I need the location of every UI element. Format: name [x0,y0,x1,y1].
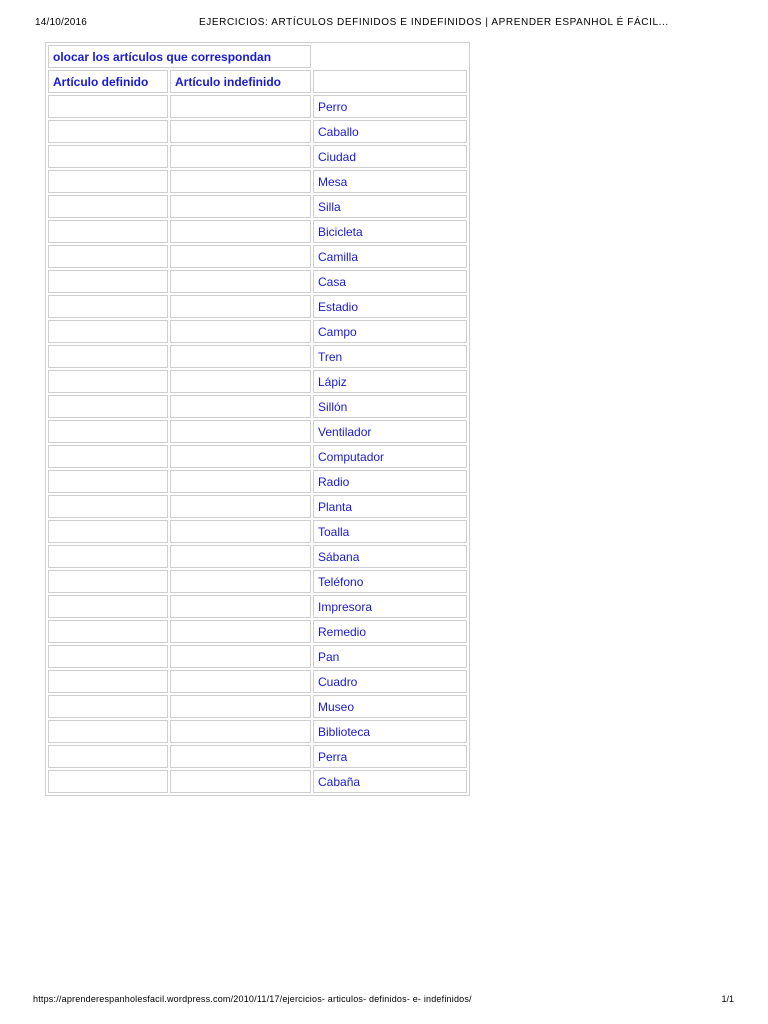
definido-answer-cell[interactable] [48,245,168,268]
indefinido-answer-cell[interactable] [170,220,311,243]
table-row [48,570,467,593]
indefinido-answer-cell[interactable] [170,445,311,468]
word-cell: Perro [313,95,467,118]
definido-answer-cell[interactable] [48,220,168,243]
definido-answer-cell[interactable] [48,395,168,418]
definido-answer-cell[interactable] [48,520,168,543]
indefinido-answer-cell[interactable] [170,370,311,393]
indefinido-answer-cell[interactable] [170,120,311,143]
table-row [48,220,467,243]
table-row [48,495,467,518]
table-row [48,620,467,643]
indefinido-answer-cell[interactable] [170,745,311,768]
definido-answer-cell[interactable] [48,670,168,693]
word-cell: Mesa [313,170,467,193]
indefinido-answer-cell[interactable] [170,670,311,693]
table-row [48,445,467,468]
indefinido-answer-cell[interactable] [170,545,311,568]
indefinido-answer-cell[interactable] [170,770,311,793]
indefinido-answer-cell[interactable] [170,145,311,168]
indefinido-answer-cell[interactable] [170,270,311,293]
word-cell: Casa [313,270,467,293]
table-row [48,370,467,393]
indefinido-answer-cell[interactable] [170,295,311,318]
page-number: 1/1 [721,994,734,1004]
table-row [48,320,467,343]
table-row [48,245,467,268]
table-row [48,145,467,168]
word-cell: Sillón [313,395,467,418]
table-row [48,695,467,718]
definido-answer-cell[interactable] [48,170,168,193]
column-header-indefinido: Artículo indefinido [170,70,311,93]
caption-row [48,45,467,68]
definido-answer-cell[interactable] [48,445,168,468]
indefinido-answer-cell[interactable] [170,345,311,368]
definido-answer-cell[interactable] [48,620,168,643]
indefinido-answer-cell[interactable] [170,195,311,218]
table-row [48,595,467,618]
indefinido-answer-cell[interactable] [170,695,311,718]
definido-answer-cell[interactable] [48,95,168,118]
definido-answer-cell[interactable] [48,295,168,318]
table-row [48,170,467,193]
word-cell: Radio [313,470,467,493]
table-row [48,345,467,368]
word-cell: Sábana [313,545,467,568]
word-cell: Silla [313,195,467,218]
definido-answer-cell[interactable] [48,195,168,218]
definido-answer-cell[interactable] [48,545,168,568]
word-cell: Campo [313,320,467,343]
indefinido-answer-cell[interactable] [170,470,311,493]
word-cell: Cuadro [313,670,467,693]
header-row [48,70,467,93]
indefinido-answer-cell[interactable] [170,520,311,543]
table-row [48,770,467,793]
table-row [48,470,467,493]
table-row [48,195,467,218]
print-date: 14/10/2016 [35,17,88,28]
indefinido-answer-cell[interactable] [170,570,311,593]
word-cell: Perra [313,745,467,768]
table-row [48,670,467,693]
word-cell: Tren [313,345,467,368]
page-url: https://aprenderespanholesfacil.wordpress.com/2010/11/17/ejercicios- articulos- definidos- e- indefinidos/ [33,994,472,1004]
indefinido-answer-cell[interactable] [170,245,311,268]
definido-answer-cell[interactable] [48,495,168,518]
definido-answer-cell[interactable] [48,345,168,368]
word-cell: Teléfono [313,570,467,593]
word-cell: Impresora [313,595,467,618]
word-cell: Cabaña [313,770,467,793]
page-title: EJERCICIOS: ARTÍCULOS DEFINIDOS E INDEFINIDOS | APRENDER ESPANHOL É FÁCIL... [199,17,669,28]
word-cell: Museo [313,695,467,718]
indefinido-answer-cell[interactable] [170,320,311,343]
indefinido-answer-cell[interactable] [170,395,311,418]
definido-answer-cell[interactable] [48,370,168,393]
table-row [48,420,467,443]
table-row [48,545,467,568]
definido-answer-cell[interactable] [48,720,168,743]
column-header-word [313,70,467,93]
table-row [48,270,467,293]
word-cell: Caballo [313,120,467,143]
word-cell: Estadio [313,295,467,318]
word-cell: Bicicleta [313,220,467,243]
definido-answer-cell[interactable] [48,470,168,493]
definido-answer-cell[interactable] [48,745,168,768]
table-row [48,645,467,668]
indefinido-answer-cell[interactable] [170,620,311,643]
definido-answer-cell[interactable] [48,420,168,443]
indefinido-answer-cell[interactable] [170,645,311,668]
indefinido-answer-cell[interactable] [170,595,311,618]
print-footer [0,990,768,1010]
table-row [48,295,467,318]
word-cell: Lápiz [313,370,467,393]
indefinido-answer-cell[interactable] [170,95,311,118]
definido-answer-cell[interactable] [48,120,168,143]
articles-table [45,42,470,796]
word-cell: Biblioteca [313,720,467,743]
word-cell: Toalla [313,520,467,543]
table-row [48,520,467,543]
word-cell: Ciudad [313,145,467,168]
caption-spacer [313,45,467,68]
definido-answer-cell[interactable] [48,145,168,168]
word-cell: Camilla [313,245,467,268]
table-caption: olocar los artículos que correspondan [48,45,311,68]
indefinido-answer-cell[interactable] [170,495,311,518]
definido-answer-cell[interactable] [48,645,168,668]
word-cell: Planta [313,495,467,518]
word-cell: Pan [313,645,467,668]
print-header [0,0,768,44]
table-row [48,395,467,418]
definido-answer-cell[interactable] [48,770,168,793]
table-row [48,95,467,118]
word-cell: Remedio [313,620,467,643]
definido-answer-cell[interactable] [48,570,168,593]
definido-answer-cell[interactable] [48,320,168,343]
indefinido-answer-cell[interactable] [170,420,311,443]
definido-answer-cell[interactable] [48,695,168,718]
word-cell: Ventilador [313,420,467,443]
indefinido-answer-cell[interactable] [170,720,311,743]
column-header-definido: Artículo definido [48,70,168,93]
definido-answer-cell[interactable] [48,270,168,293]
table-row [48,745,467,768]
word-cell: Computador [313,445,467,468]
indefinido-answer-cell[interactable] [170,170,311,193]
definido-answer-cell[interactable] [48,595,168,618]
table-row [48,720,467,743]
table-row [48,120,467,143]
